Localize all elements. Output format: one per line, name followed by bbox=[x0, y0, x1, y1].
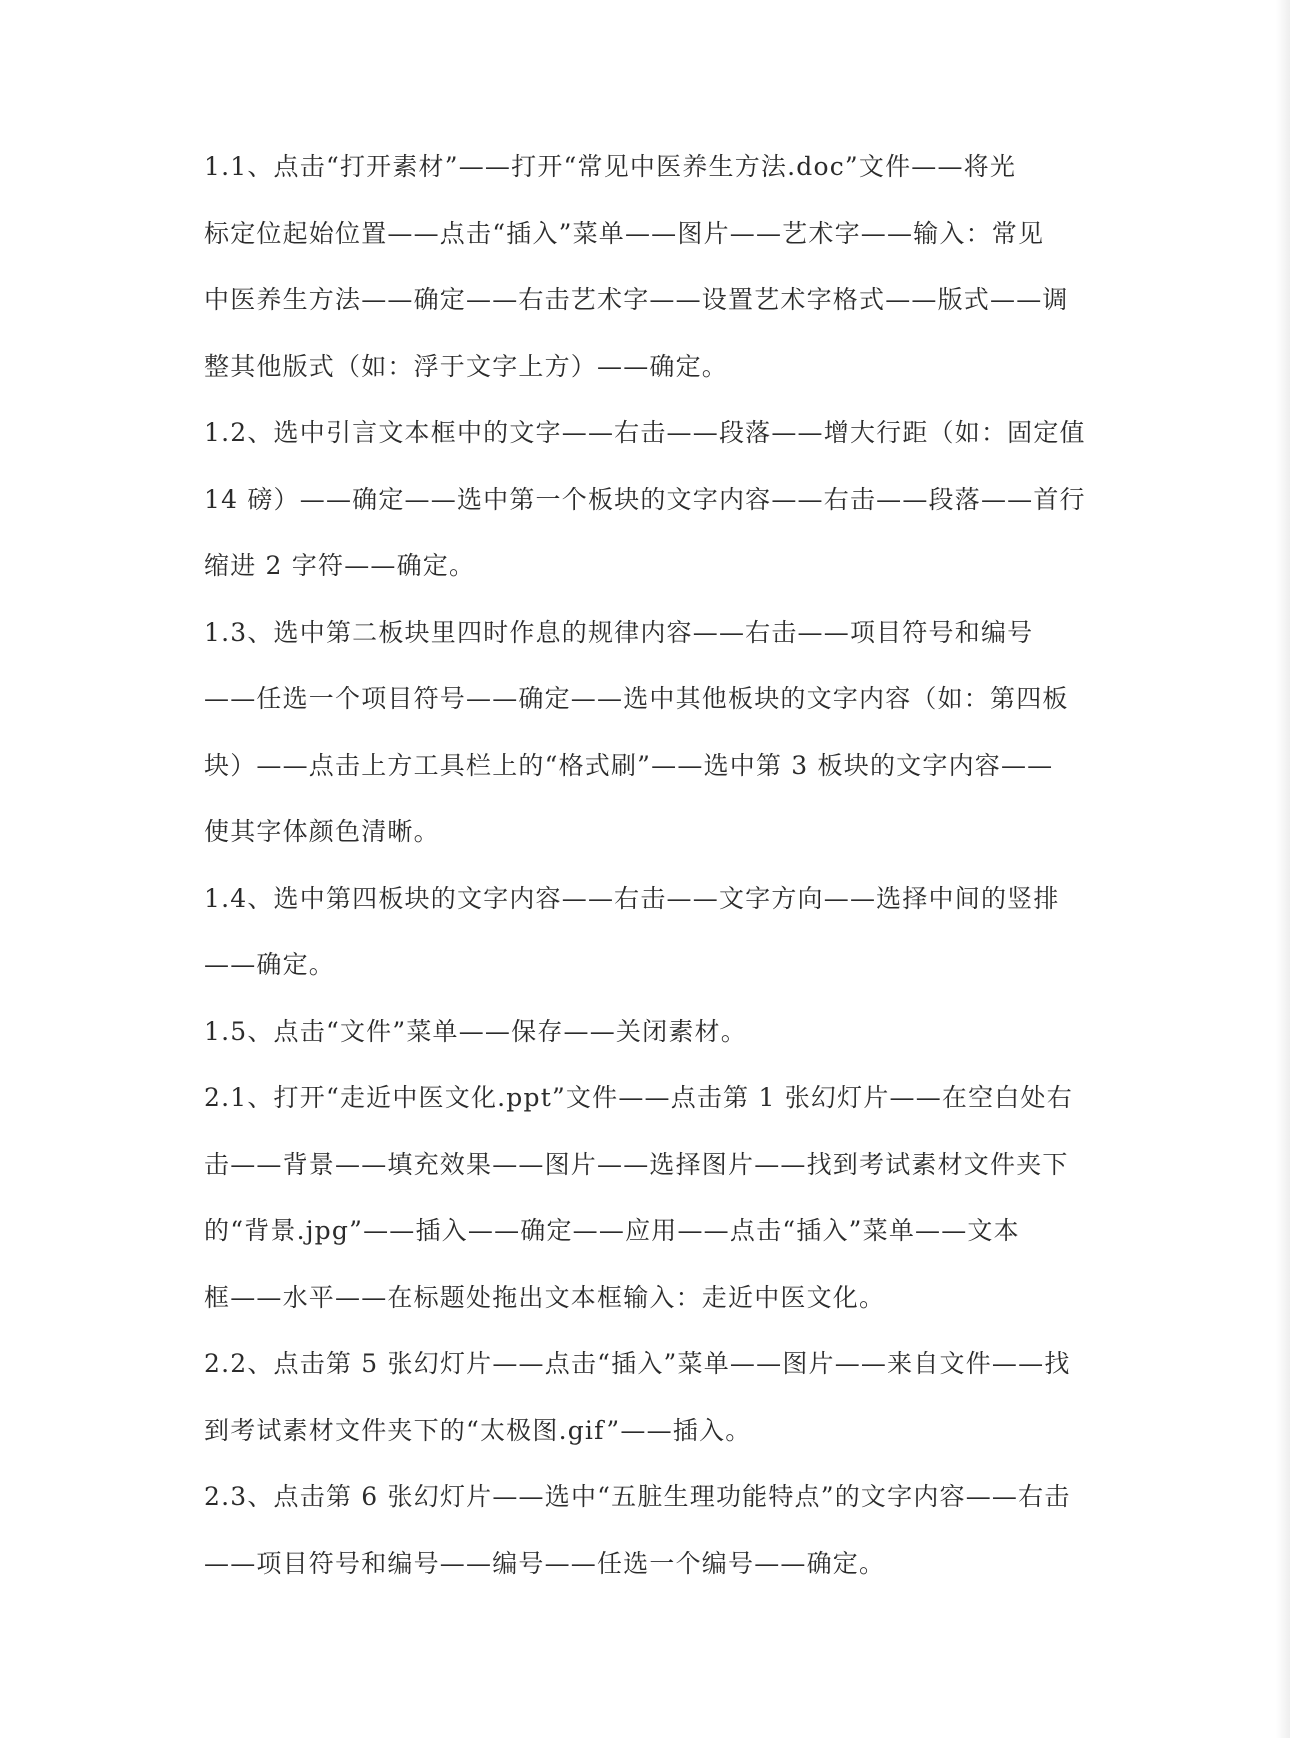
text-line-6: 14 磅）——确定——选中第一个板块的文字内容——右击——段落——首行 bbox=[204, 484, 1086, 514]
text-line-17: 的“背景.jpg”——插入——确定——应用——点击“插入”菜单——文本 bbox=[204, 1216, 1020, 1245]
text-line-14: 1.5、点击“文件”菜单——保存——关闭素材。 bbox=[204, 1016, 747, 1046]
text-line-21: 2.3、点击第 6 张幻灯片——选中“五脏生理功能特点”的文字内容——右击 bbox=[204, 1482, 1071, 1511]
text-line-4: 整其他版式（如：浮于文字上方）——确定。 bbox=[204, 351, 729, 381]
text-line-1: 1.1、点击“打开素材”——打开“常见中医养生方法.doc”文件——将光 bbox=[204, 152, 1017, 181]
text-line-15: 2.1、打开“走近中医文化.ppt”文件——点击第 1 张幻灯片——在空白处右 bbox=[204, 1083, 1073, 1112]
text-line-13: ——确定。 bbox=[204, 950, 336, 979]
text-line-22: ——项目符号和编号——编号——任选一个编号——确定。 bbox=[204, 1548, 886, 1578]
text-line-12: 1.4、选中第四板块的文字内容——右击——文字方向——选择中间的竖排 bbox=[204, 883, 1060, 913]
document-body bbox=[204, 134, 1104, 1597]
text-line-11: 使其字体颜色清晰。 bbox=[204, 817, 440, 846]
text-line-10: 块）——点击上方工具栏上的“格式刷”——选中第 3 板块的文字内容—— bbox=[204, 750, 1054, 780]
text-line-5: 1.2、选中引言文本框中的文字——右击——段落——增大行距（如：固定值 bbox=[204, 418, 1086, 447]
text-line-2: 标定位起始位置——点击“插入”菜单——图片——艺术字——输入：常见 bbox=[204, 218, 1045, 248]
text-line-8: 1.3、选中第二板块里四时作息的规律内容——右击——项目符号和编号 bbox=[204, 617, 1034, 647]
page-edge-shadow bbox=[1276, 0, 1290, 1738]
text-line-9: ——任选一个项目符号——确定——选中其他板块的文字内容（如：第四板 bbox=[204, 684, 1069, 713]
text-line-16: 击——背景——填充效果——图片——选择图片——找到考试素材文件夹下 bbox=[204, 1149, 1069, 1179]
text-line-7: 缩进 2 字符——确定。 bbox=[204, 551, 476, 580]
text-line-18: 框——水平——在标题处拖出文本框输入：走近中医文化。 bbox=[204, 1282, 886, 1312]
text-line-3: 中医养生方法——确定——右击艺术字——设置艺术字格式——版式——调 bbox=[204, 285, 1069, 314]
text-line-20: 到考试素材文件夹下的“太极图.gif”——插入。 bbox=[204, 1415, 752, 1445]
text-line-19: 2.2、点击第 5 张幻灯片——点击“插入”菜单——图片——来自文件——找 bbox=[204, 1349, 1071, 1378]
